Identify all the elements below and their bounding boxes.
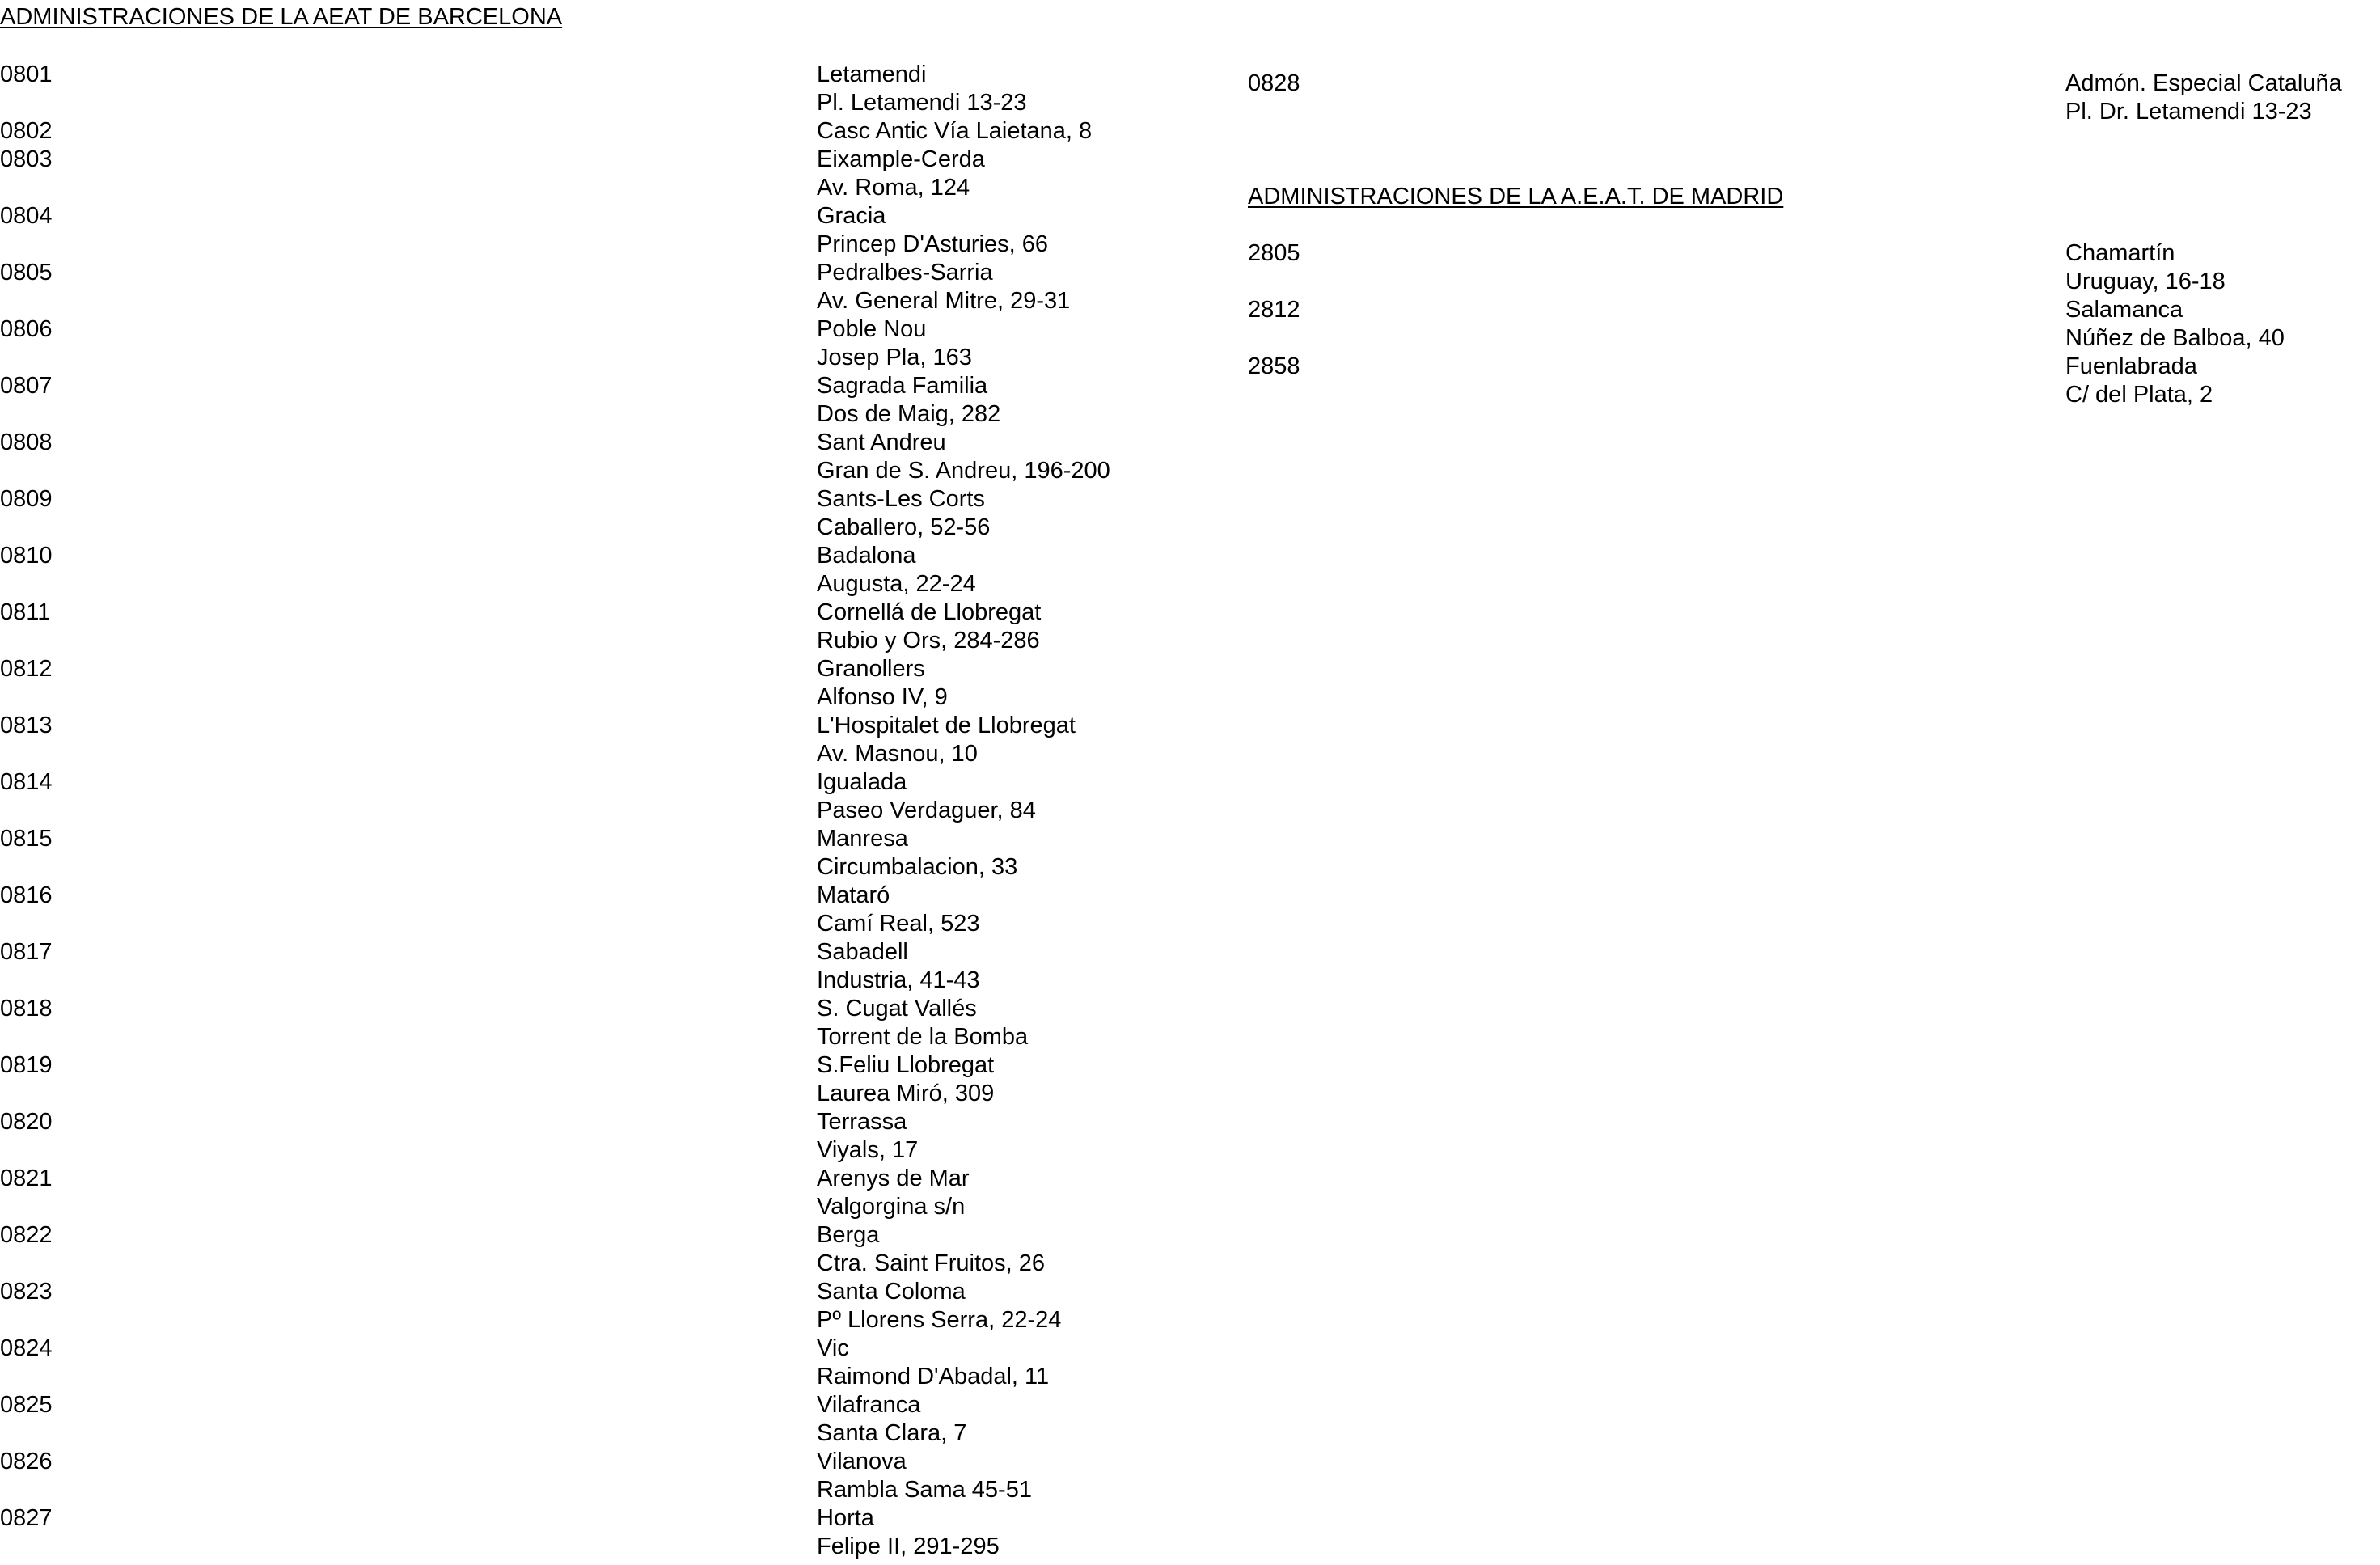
office-code: 0822 bbox=[0, 1222, 53, 1248]
office-code: 0802 bbox=[0, 118, 53, 144]
office-address: Ctra. Saint Fruitos, 26 bbox=[817, 1250, 1046, 1276]
office-code: 0828 bbox=[1248, 70, 1300, 96]
office-code: 0807 bbox=[0, 373, 53, 399]
office-code: 0827 bbox=[0, 1505, 53, 1531]
office-address: C/ del Plata, 2 bbox=[2065, 382, 2213, 408]
office-code: 0811 bbox=[0, 599, 51, 625]
office-address: Felipe II, 291-295 bbox=[817, 1533, 1000, 1559]
office-name: Granollers bbox=[817, 656, 925, 682]
office-code: 0808 bbox=[0, 429, 53, 455]
office-name: Letamendi bbox=[817, 61, 927, 87]
office-name: Poble Nou bbox=[817, 316, 927, 342]
office-name: Pedralbes-Sarria bbox=[817, 260, 993, 286]
office-code: 0821 bbox=[0, 1165, 53, 1191]
barcelona-heading: ADMINISTRACIONES DE LA AEAT DE BARCELONA bbox=[0, 4, 563, 30]
office-name: Horta bbox=[817, 1505, 874, 1531]
office-code: 0817 bbox=[0, 939, 53, 965]
office-code: 0806 bbox=[0, 316, 53, 342]
office-name: Berga bbox=[817, 1222, 880, 1248]
office-name: Admón. Especial Cataluña bbox=[2065, 70, 2342, 96]
office-code: 0809 bbox=[0, 486, 53, 512]
office-name: Sagrada Familia bbox=[817, 373, 988, 399]
office-code: 0826 bbox=[0, 1449, 53, 1474]
office-name: Arenys de Mar bbox=[817, 1165, 970, 1191]
office-name: Vic bbox=[817, 1335, 849, 1361]
office-address: Gran de S. Andreu, 196-200 bbox=[817, 458, 1110, 484]
office-address: Alfonso IV, 9 bbox=[817, 684, 948, 710]
office-name: Badalona bbox=[817, 543, 916, 569]
office-address: Dos de Maig, 282 bbox=[817, 401, 1001, 427]
office-address: Princep D'Asturies, 66 bbox=[817, 231, 1048, 257]
office-address: Josep Pla, 163 bbox=[817, 345, 972, 370]
office-name: Cornellá de Llobregat bbox=[817, 599, 1042, 625]
office-code: 0804 bbox=[0, 203, 53, 229]
office-address: Augusta, 22-24 bbox=[817, 571, 976, 597]
office-code: 0824 bbox=[0, 1335, 53, 1361]
office-name: Manresa bbox=[817, 826, 908, 852]
office-address: Av. Roma, 124 bbox=[817, 175, 970, 201]
office-address: Torrent de la Bomba bbox=[817, 1024, 1029, 1050]
office-code: 0814 bbox=[0, 769, 53, 795]
office-address: Rambla Sama 45-51 bbox=[817, 1477, 1032, 1503]
office-code: 0820 bbox=[0, 1109, 53, 1135]
office-address: Paseo Verdaguer, 84 bbox=[817, 797, 1036, 823]
office-name: Igualada bbox=[817, 769, 907, 795]
office-name: Eixample-Cerda bbox=[817, 146, 985, 172]
office-code: 2812 bbox=[1248, 297, 1300, 323]
office-name: Terrassa bbox=[817, 1109, 907, 1135]
office-address: Laurea Miró, 309 bbox=[817, 1081, 995, 1106]
office-code: 0803 bbox=[0, 146, 53, 172]
madrid-heading: ADMINISTRACIONES DE LA A.E.A.T. DE MADRID bbox=[1248, 184, 1784, 209]
office-name: S.Feliu Llobregat bbox=[817, 1052, 995, 1078]
office-name: Fuenlabrada bbox=[2065, 353, 2197, 379]
office-code: 0825 bbox=[0, 1392, 53, 1418]
office-address: Circumbalacion, 33 bbox=[817, 854, 1018, 880]
office-address: Valgorgina s/n bbox=[817, 1194, 966, 1220]
office-code: 0812 bbox=[0, 656, 53, 682]
office-address: Industria, 41-43 bbox=[817, 967, 980, 993]
office-code: 0823 bbox=[0, 1279, 53, 1305]
office-name: Sants-Les Corts bbox=[817, 486, 985, 512]
office-name: S. Cugat Vallés bbox=[817, 996, 977, 1021]
office-code: 2858 bbox=[1248, 353, 1300, 379]
office-code: 0810 bbox=[0, 543, 53, 569]
office-code: 0815 bbox=[0, 826, 53, 852]
office-address: Camí Real, 523 bbox=[817, 911, 980, 937]
office-address: Caballero, 52-56 bbox=[817, 514, 991, 540]
office-name: Mataró bbox=[817, 882, 890, 908]
office-name: Sabadell bbox=[817, 939, 908, 965]
office-code: 2805 bbox=[1248, 240, 1300, 266]
office-code: 0813 bbox=[0, 713, 53, 738]
office-code: 0819 bbox=[0, 1052, 53, 1078]
office-address: Núñez de Balboa, 40 bbox=[2065, 325, 2285, 351]
office-code: 0805 bbox=[0, 260, 53, 286]
office-address: Raimond D'Abadal, 11 bbox=[817, 1364, 1050, 1389]
office-name: Santa Coloma bbox=[817, 1279, 966, 1305]
office-name: Casc Antic Vía Laietana, 8 bbox=[817, 118, 1093, 144]
office-address: Pl. Letamendi 13-23 bbox=[817, 90, 1027, 116]
office-name: Vilanova bbox=[817, 1449, 907, 1474]
office-code: 0818 bbox=[0, 996, 53, 1021]
office-address: Santa Clara, 7 bbox=[817, 1420, 967, 1446]
office-address: Rubio y Ors, 284-286 bbox=[817, 628, 1040, 653]
office-address: Uruguay, 16-18 bbox=[2065, 269, 2226, 294]
office-address: Av. Masnou, 10 bbox=[817, 741, 978, 767]
office-address: Pl. Dr. Letamendi 13-23 bbox=[2065, 99, 2312, 125]
office-name: Gracia bbox=[817, 203, 886, 229]
office-name: L'Hospitalet de Llobregat bbox=[817, 713, 1076, 738]
office-name: Salamanca bbox=[2065, 297, 2183, 323]
office-name: Sant Andreu bbox=[817, 429, 946, 455]
office-code: 0816 bbox=[0, 882, 53, 908]
office-address: Viyals, 17 bbox=[817, 1137, 919, 1163]
office-name: Chamartín bbox=[2065, 240, 2175, 266]
office-address: Pº Llorens Serra, 22-24 bbox=[817, 1307, 1062, 1333]
office-code: 0801 bbox=[0, 61, 53, 87]
office-address: Av. General Mitre, 29-31 bbox=[817, 288, 1071, 314]
office-name: Vilafranca bbox=[817, 1392, 921, 1418]
